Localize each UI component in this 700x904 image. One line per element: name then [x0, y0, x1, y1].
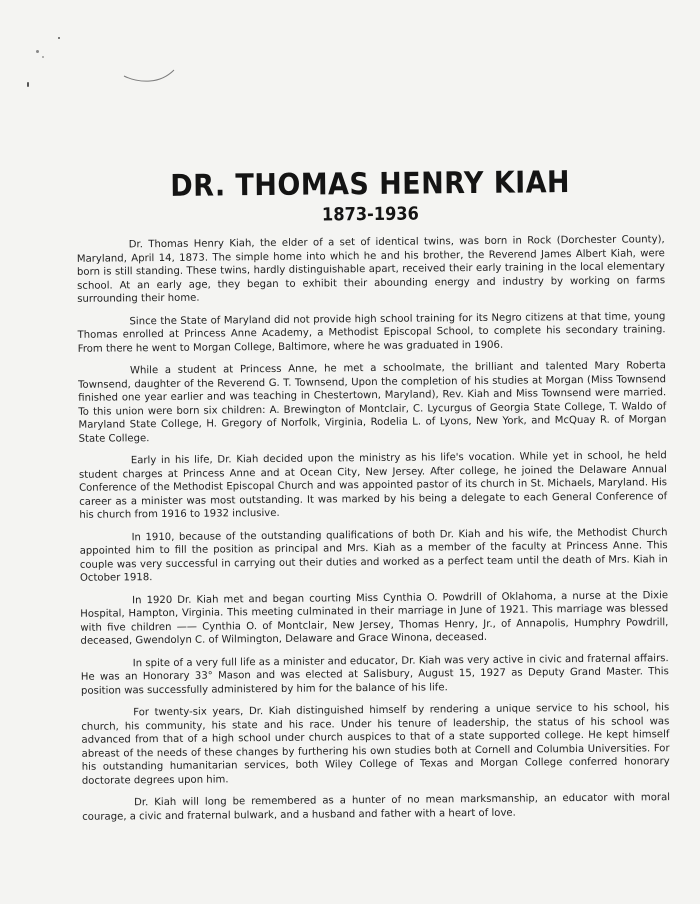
paper-speck [27, 82, 29, 87]
paragraph-service: For twenty-six years, Dr. Kiah distinguished himself by rendering a unique service to his school, his church, his community, his state and his race. Under his tenure of leadership, the status of his school was advanced from that of a high school under church auspices to that of a state supported college. He kept himself abreast of the needs of these changes by furthering his own studies both at Cornell and Columbia Universities. For his outstanding humanitarian services, both Wiley College of Texas and Morgan College conferred honorary doctorate degrees upon him. [81, 702, 670, 787]
paragraph-principal: In 1910, because of the outstanding qualifications of both Dr. Kiah and his wife, the Methodist Church appointed him to fill the position as principal and Mrs. Kiah as a member of the faculty at Princess Anne. This couple was very successful in carrying out their duties and worked as a perfect team until the death of Mrs. Kiah in October 1918. [79, 526, 668, 584]
pen-mark [122, 66, 178, 86]
paper-speck [42, 56, 44, 58]
paragraph-education: Since the State of Maryland did not provide high school training for its Negro citizens at that time, young Thomas enrolled at Princess Anne Academy, a Methodist Episcopal School, to complete his secondary training. From there he went to Morgan College, Baltimore, where he was graduated in 1906. [77, 310, 666, 355]
paper-speck [58, 37, 60, 39]
document-dates: 1873-1936 [321, 203, 419, 226]
paragraph-remembrance: Dr. Kiah will long be remembered as a hunter of no mean marksmanship, an educator with moral courage, a civic and fraternal bulwark, and a husband and father with a heart of love. [82, 792, 671, 823]
paragraph-birth: Dr. Thomas Henry Kiah, the elder of a set of identical twins, was born in Rock (Dorchester County), Maryland, April 14, 1873. The simple home into which he and his brother, the Reverend James Albert Kiah, were born is still standing. These twins, hardly distinguishable apart, received their early training in the local elementary school. At an early age, they began to exhibit their abounding energy and industry by working on farms surrounding their home. [76, 234, 666, 305]
paragraph-ministry: Early in his life, Dr. Kiah decided upon the ministry as his life's vocation. While yet in school, he held student charges at Princess Anne and at Ocean City, New Jersey. After college, he joined the Delaware Annual Conference of the Methodist Episcopal Church and was appointed pastor of its church in St. Michaels, Maryland. His career as a minister was most outstanding. It was marked by his being a delegate to each General Conference of his church from 1916 to 1932 inclusive. [78, 450, 668, 521]
paragraph-fraternal: In spite of a very full life as a minister and educator, Dr. Kiah was very active in civic and fraternal affairs. He was an Honorary 33° Mason and was elected at Salisbury, August 15, 1927 as Deputy Grand Master. This position was successfully administered by him for the balance of his life. [80, 652, 669, 697]
paragraph-second-marriage: In 1920 Dr. Kiah met and began courting Miss Cynthia O. Powdrill of Oklahoma, a nurse at the Dixie Hospital, Hampton, Virginia. This meeting culminated in their marriage in June of 1921. This marriage was blessed with five children —— Cynthia O. of Montclair, New Jersey, Thomas Henry, Jr., of Annapolis, Humphry Powdrill, deceased, Gwendolyn C. of Wilmington, Delaware and Grace Winona, deceased. [80, 589, 669, 647]
paper-speck [36, 50, 39, 53]
paragraph-first-marriage: While a student at Princess Anne, he met a schoolmate, the brilliant and talented Mary Roberta Townsend, daughter of the Reverend G. T. Townsend, Upon the completion of his studies at Morgan (Miss Townsend finished one year earlier and was teaching in Chestertown, Maryland), Rev. Kiah and Miss Townsend were married. To this union were born six children: A. Brewington of Montclair, C. Lycurgus of Georgia State College, T. Waldo of Maryland State College, H. Gregory of Norfolk, Virginia, Rodelia L. of Lyons, New York, and McQuay R. of Morgan State College. [78, 360, 667, 445]
document-body [76, 165, 670, 833]
document-title: DR. THOMAS HENRY KIAH [170, 165, 571, 204]
